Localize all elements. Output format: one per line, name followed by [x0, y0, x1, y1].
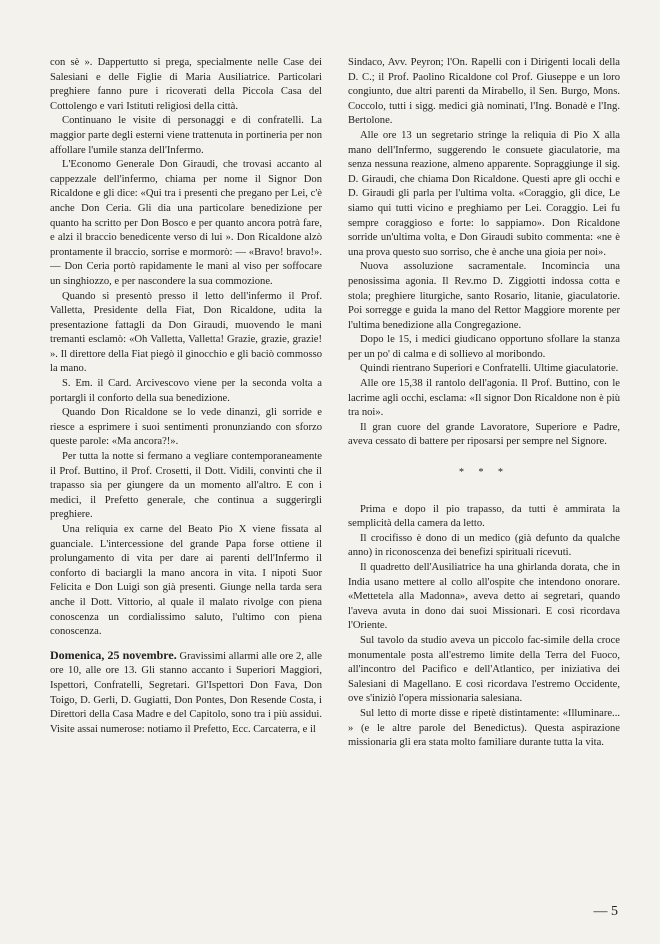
paragraph: Alle ore 13 un segretario stringe la reliquia di Pio X alla mano dell'Infermo, suggerendo le consuete giaculatorie, ma senza nessuna reazione, almeno apparente. Sopraggiunge il sig. D. Giraudi, che chiama Don Ricaldone. Questi apre gli occhi e D. Giraudi gli parla per l'ultima volta. «Coraggio, gli dice, Le siamo qui tutti vicino e preghiamo per Lei. Coraggio. Lei fu sempre coraggioso e forte: lo sappiamo». Don Ricaldone sorride un'ultima volta, e Don Giraudi subito commenta: «ne è una prova questo suo sorriso, che è anche una gioia per noi».: [348, 129, 620, 258]
paragraph: Continuano le visite di personaggi e di confratelli. La maggior parte degli esterni viene trattenuta in portineria per non affollare l'umile stanza dell'Infermo.: [50, 115, 322, 156]
paragraph: Quando si presentò presso il letto dell'infermo il Prof. Valletta, Presidente della Fiat, Don Ricaldone, udita la presentazione fattagli da Don Giraudi, muovendo le mani tremanti esclamò: «Oh Valletta, Valletta! Grazie, grazie, grazie! ». Il direttore della Fiat piegò il ginocchio e gli baciò commosso la mano.: [50, 290, 322, 375]
paragraph: L'Economo Generale Don Giraudi, che trovasi accanto al cappezzale dell'infermo, chiama per nome il Signor Don Ricaldone e gli dice: «Qui tra i presenti che pregano per Lei, c'è anche Don Ceria. Gli dia una particolare benedizione per quanto ha scritto per Don Bosco e per quanto ancora potrà fare, e alzi il braccio benedicente verso di lui ». Don Ricaldone alzò prontamente il braccio, sorrise e mormorò: — «Bravo! bravo!». — Don Ceria portò rapidamente le mani al viso per soffocare un singhiozzo, e per nascondere la sua commozione.: [50, 159, 322, 287]
dated-paragraph: [50, 648, 322, 738]
paragraph: Sindaco, Avv. Peyron; l'On. Rapelli con i Dirigenti locali della D. C.; il Prof. Paolino Ricaldone col Prof. Giuseppe e un loro congiunto, due altri parenti da Mirabello, il Sen. Burgo, Mons. Coccolo, tutti i sigg. medici già nominati, l'Ing. Bonadè e l'Ing. Bertolone.: [348, 57, 620, 127]
paragraph: Sul tavolo da studio aveva un piccolo fac-simile della croce monumentale posta all'estremo limite della Terra del Fuoco, all'incontro del Pacifico e dell'Atlantico, per iniziativa dei Salesiani di Magellano. E così ricordava l'estremo Occidente, ove s'iniziò l'opera missionaria salesiana.: [348, 634, 620, 705]
paragraph: Alle ore 15,38 il rantolo dell'agonia. Il Prof. Buttino, con le lacrime agli occhi, esclama: «Il signor Don Ricaldone non è più tra noi».: [348, 378, 620, 419]
paragraph: Dopo le 15, i medici giudicano opportuno sfollare la stanza per un po' di calma e di sollievo al moribondo.: [348, 334, 620, 360]
paragraph: Sul letto di morte disse e ripetè distintamente: «Illuminare... » (e le altre parole del Benedictus). Questa aspirazione missionaria gli era stata molto familiare durante tutta la vita.: [348, 707, 620, 749]
paragraph: Il gran cuore del grande Lavoratore, Superiore e Padre, aveva cessato di battere per riposarsi per sempre nel Signore.: [348, 421, 620, 448]
paragraph: S. Em. il Card. Arcivescovo viene per la seconda volta a portargli il conforto della sua benedizione.: [50, 378, 322, 404]
paragraph: Prima e dopo il pio trapasso, da tutti è ammirata la semplicità della camera da letto.: [348, 503, 620, 530]
paragraph: Il quadretto dell'Ausiliatrice ha una ghirlanda dorata, che in India usano mettere al collo all'ospite che intendono onorare. «Mettetela alla Madonna», aveva detto ai segretari, quando l'aveva avuta in dono dai suoi Missionari. E così ricordava l'Oriente.: [348, 562, 620, 632]
paragraph: con sè ». Dappertutto si prega, specialmente nelle Case dei Salesiani e delle Figlie di Maria Ausiliatrice. Particolari preghiere fanno pure i ricoverati della Piccola Casa del Cottolengo e vari Istituti religiosi della città.: [50, 57, 322, 112]
paragraph: Il crocifisso è dono di un medico (già defunto da qualche anno) in riconoscenza dei benefizi spirituali ricevuti.: [348, 532, 620, 559]
paragraph: Nuova assoluzione sacramentale. Incomincia una penosissima agonia. Il Rev.mo D. Ziggiotti indossa cotta e stola; preghiere liturgiche, santo Rosario, litanie, giaculatorie. Poi sorregge e guida la mano del Rettor Maggiore morente per l'ultima benedizione alla Congregazione.: [348, 261, 620, 331]
page-number: — 5: [593, 904, 618, 919]
right-column: [348, 56, 620, 751]
date-paragraph-text: Gravissimi allarmi alle ore 2, alle ore 10, alle ore 13. Gli stanno accanto i Superiori Maggiori, Ispettori, Confratelli, Segretari. Gl'Ispettori Don Fava, Don Toigo, D. Gerli, D. Gugiatti, Don Pontes, Don Resende Costa, i Direttori della Casa Madre e del Capitolo, sono tra i più assidui. Visite assai numerose: notiamo il Prefetto, Ecc. Carcaterra, e il: [50, 650, 322, 735]
text-columns: [50, 56, 620, 751]
left-column: [50, 56, 322, 751]
paragraph: Per tutta la notte si fermano a vegliare contemporaneamente il Prof. Buttino, il Prof. Crosetti, il Dott. Vidili, convinti che il trapasso sia per giungere da un momento all'altro. E con i medici, il Prefetto generale, che continua a suggerirgli preghiere.: [50, 451, 322, 521]
section-separator: * * *: [459, 467, 509, 479]
date-heading: Domenica, 25 novembre.: [50, 647, 177, 662]
paragraph: Quando Don Ricaldone se lo vede dinanzi, gli sorride e riesce a esprimere i suoi sentimenti pronunziando con sforzo queste parole: «Ma ancora?!».: [50, 407, 322, 448]
paragraph: Una reliquia ex carne del Beato Pio X viene fissata al guanciale. L'intercessione del grande Papa forse ottiene il prolungamento di vita per dare ai parenti dell'Infermo il conforto di baciargli la mano ancora in vita. I nipoti Suor Felicita e Don Luigi son già presenti. Giunge nella tarda sera anche il Dott. Vittorio, al quale il malato rivolge con piena conoscenza un cordialissimo saluto, l'ultimo con piena conoscenza.: [50, 524, 322, 638]
paragraph: Quindi rientrano Superiori e Confratelli. Ultime giaculatorie.: [360, 363, 619, 375]
